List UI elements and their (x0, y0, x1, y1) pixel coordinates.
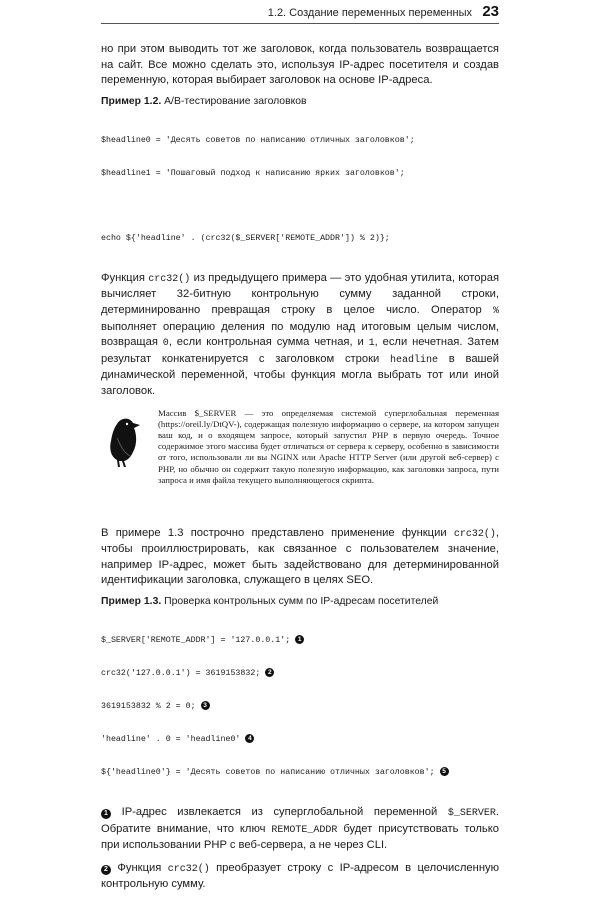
example-title: А/В-тестирование заголовков (164, 95, 307, 107)
code-line: $headline1 = 'Пошаговый подход к написанию ярких заголовков'; (101, 168, 405, 178)
code-line-blank (101, 201, 499, 211)
example-label: Пример 1.3. (101, 595, 162, 607)
inline-code: 1 (368, 338, 375, 350)
page-body (101, 42, 499, 900)
header-rule (101, 23, 499, 24)
callout-marker-3: 3 (201, 701, 210, 710)
explanation-2: 2 Функция crc32() преобразует строку с IP-адресом в целочисленную контрольную сумму. (101, 861, 499, 891)
code-line: ${'headline0'} = 'Десять советов по написанию отличных заголовков'; 5 (101, 767, 499, 778)
inline-code: 0 (162, 338, 169, 350)
code-line: $headline0 = 'Десять советов по написанию отличных заголовков'; (101, 135, 415, 145)
callout-marker-5: 5 (440, 767, 449, 776)
inline-code: crc32() (167, 863, 210, 875)
note-box (101, 408, 499, 516)
inline-code: REMOTE_ADDR (271, 824, 338, 836)
inline-code: $_SERVER (447, 807, 496, 819)
inline-code: crc32() (148, 273, 191, 285)
section-title: 1.2. Создание переменных переменных (267, 7, 472, 19)
example-title: Проверка контрольных сумм по IP-адресам посетителей (164, 595, 439, 607)
note-text: Массив $_SERVER — это определяемая системой суперглобальная переменная (https://oreil.ly/DtQV-), содержащая полезную информацию о сервере, на котором запущен ваш код, и о входящем запросе, который запустил PHP в первую очередь. Точное содержимое этого массива будет отличаться от сервера к серверу, особенно в зависимости от того, использовали ли вы NGINX или Apache HTTP Server (или другой веб-сервер) с PHP, но обычно он содержит такую полезную информацию, как заголовки запроса, пути запроса и имя файла текущего выполняющегося скрипта. (158, 407, 499, 485)
example-1-2-caption (101, 96, 499, 107)
callout-marker-1: 1 (101, 809, 111, 819)
crow-note-icon (103, 414, 145, 468)
paragraph-crc32: Функция crc32() из предыдущего примера — это удобная утилита, которая вычисляет 32-битную контрольную сумму заданной строки, детерминированно превращая строку в целое число. Оператор % выполняет операцию деления по модулю над итоговым целым числом, возвращая 0, если контрольная сумма четная, и 1, если нечетная. Затем результат конкатенируется с заголовком строки headline в вашей динамической переменной, чтобы функция могла выбрать тот или иной заголовок. (101, 271, 500, 397)
inline-code: % (492, 305, 499, 317)
callout-marker-1: 1 (295, 635, 304, 644)
code-line: crc32('127.0.0.1') = 3619153832; 2 (101, 668, 499, 679)
code-line: $_SERVER['REMOTE_ADDR'] = '127.0.0.1'; 1 (101, 635, 499, 646)
example-1-3-caption (101, 596, 499, 607)
callout-marker-2: 2 (101, 865, 111, 875)
code-line: 3619153832 % 2 = 0; 3 (101, 701, 499, 712)
paragraph-intro: но при этом выводить тот же заголовок, когда пользователь возвращается на сайт. Все можно сделать это, используя IP-адрес посетителя и создав переменную, которая выбирает заголовок на основе IP-адреса. (101, 43, 499, 87)
code-block-example-1-2 (101, 113, 499, 266)
inline-code: crc32() (453, 528, 496, 540)
explanation-1: 1 IP-адрес извлекается из суперглобальной переменной $_SERVER. Обратите внимание, что ключ REMOTE_ADDR будет присутствовать только при использовании PHP с веб-сервера, а не через CLI. (101, 805, 499, 852)
inline-code: headline (390, 354, 439, 366)
code-line: echo ${'headline' . (crc32($_SERVER['REMOTE_ADDR']) % 2)}; (101, 233, 390, 243)
example-label: Пример 1.2. (101, 95, 162, 107)
callout-marker-2: 2 (265, 668, 274, 677)
code-block-example-1-3 (101, 613, 499, 800)
callout-marker-4: 4 (245, 734, 254, 743)
paragraph-example-intro: В примере 1.3 построчно представлено применение функции crc32(), чтобы проиллюстрировать, как связанное с пользователем значение, например IP-адрес, может быть задействовано для детерминированной идентификации заголовка, служащего в целях SEO. (101, 526, 499, 587)
code-line: 'headline' . 0 = 'headline0' 4 (101, 734, 499, 745)
page-number: 23 (482, 3, 499, 20)
running-header (0, 0, 600, 26)
